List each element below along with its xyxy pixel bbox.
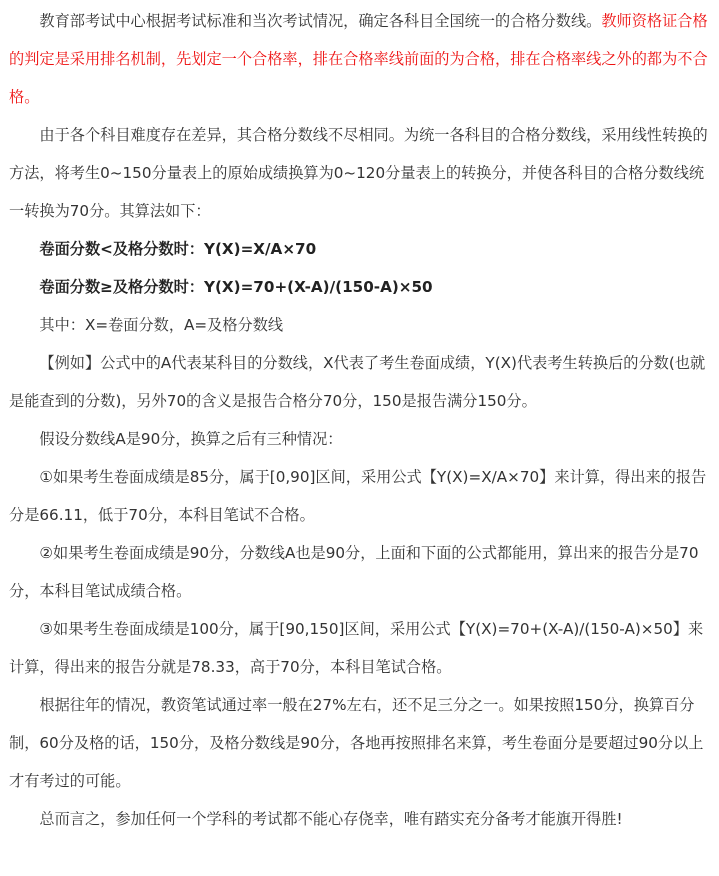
- paragraph-pass-rate: 根据往年的情况，教资笔试通过率一般在27%左右，还不足三分之一。如果按照150分，换算百分制，60分及格的话，150分，及格分数线是90分，各地再按照排名来算，考生卷面分是要超过90分以上才有考过的可能。: [9, 696, 704, 790]
- paragraph-conclusion: 总而言之，参加任何一个学科的考试都不能心存侥幸，唯有踏实充分备考才能旗开得胜!: [39, 810, 623, 828]
- paragraph-case-1: ①如果考生卷面成绩是85分，属于[0,90]区间，采用公式【Y(X)=X/A×70】来计算，得出来的报告分是66.11，低于70分，本科目笔试不合格。: [9, 468, 707, 524]
- ranking-mechanism-highlight: 教师资格证合格的判定是采用排名机制，先划定一个合格率，排在合格率线前面的为合格，排在合格率线之外的都为不合格。: [9, 12, 708, 106]
- paragraph-linear-conversion: 由于各个科目难度存在差异，其合格分数线不尽相同。为统一各科目的合格分数线，采用线性转换的方法，将考生0~150分量表上的原始成绩换算为0~120分量表上的转换分，并使各科目的合格分数线统一转换为70分。其算法如下：: [9, 126, 708, 220]
- paragraph-case-2: ②如果考生卷面成绩是90分，分数线A也是90分，上面和下面的公式都能用，算出来的报告分是70分，本科目笔试成绩合格。: [9, 544, 699, 600]
- formula-above-passing: 卷面分数≥及格分数时：Y(X)=70+(X-A)/(150-A)×50: [39, 278, 433, 296]
- paragraph-assumption: 假设分数线A是90分，换算之后有三种情况：: [39, 430, 343, 448]
- formula-below-passing: 卷面分数<及格分数时：Y(X)=X/A×70: [39, 240, 317, 258]
- paragraph-case-3: ③如果考生卷面成绩是100分，属于[90,150]区间，采用公式【Y(X)=70+(X-A)/(150-A)×50】来计算，得出来的报告分就是78.33，高于70分，本科目笔试合格。: [9, 620, 704, 676]
- paragraph-variable-definitions: 其中：X=卷面分数，A=及格分数线: [39, 316, 284, 334]
- paragraph-example: 【例如】公式中的A代表某科目的分数线，X代表了考生卷面成绩，Y(X)代表考生转换后的分数(也就是能查到的分数)，另外70的含义是报告合格分70分，150是报告满分150分。: [9, 354, 706, 410]
- passing-standard-text: 教育部考试中心根据考试标准和当次考试情况，确定各科目全国统一的合格分数线。: [39, 12, 602, 30]
- paragraph-passing-standard: [9, 2, 714, 116]
